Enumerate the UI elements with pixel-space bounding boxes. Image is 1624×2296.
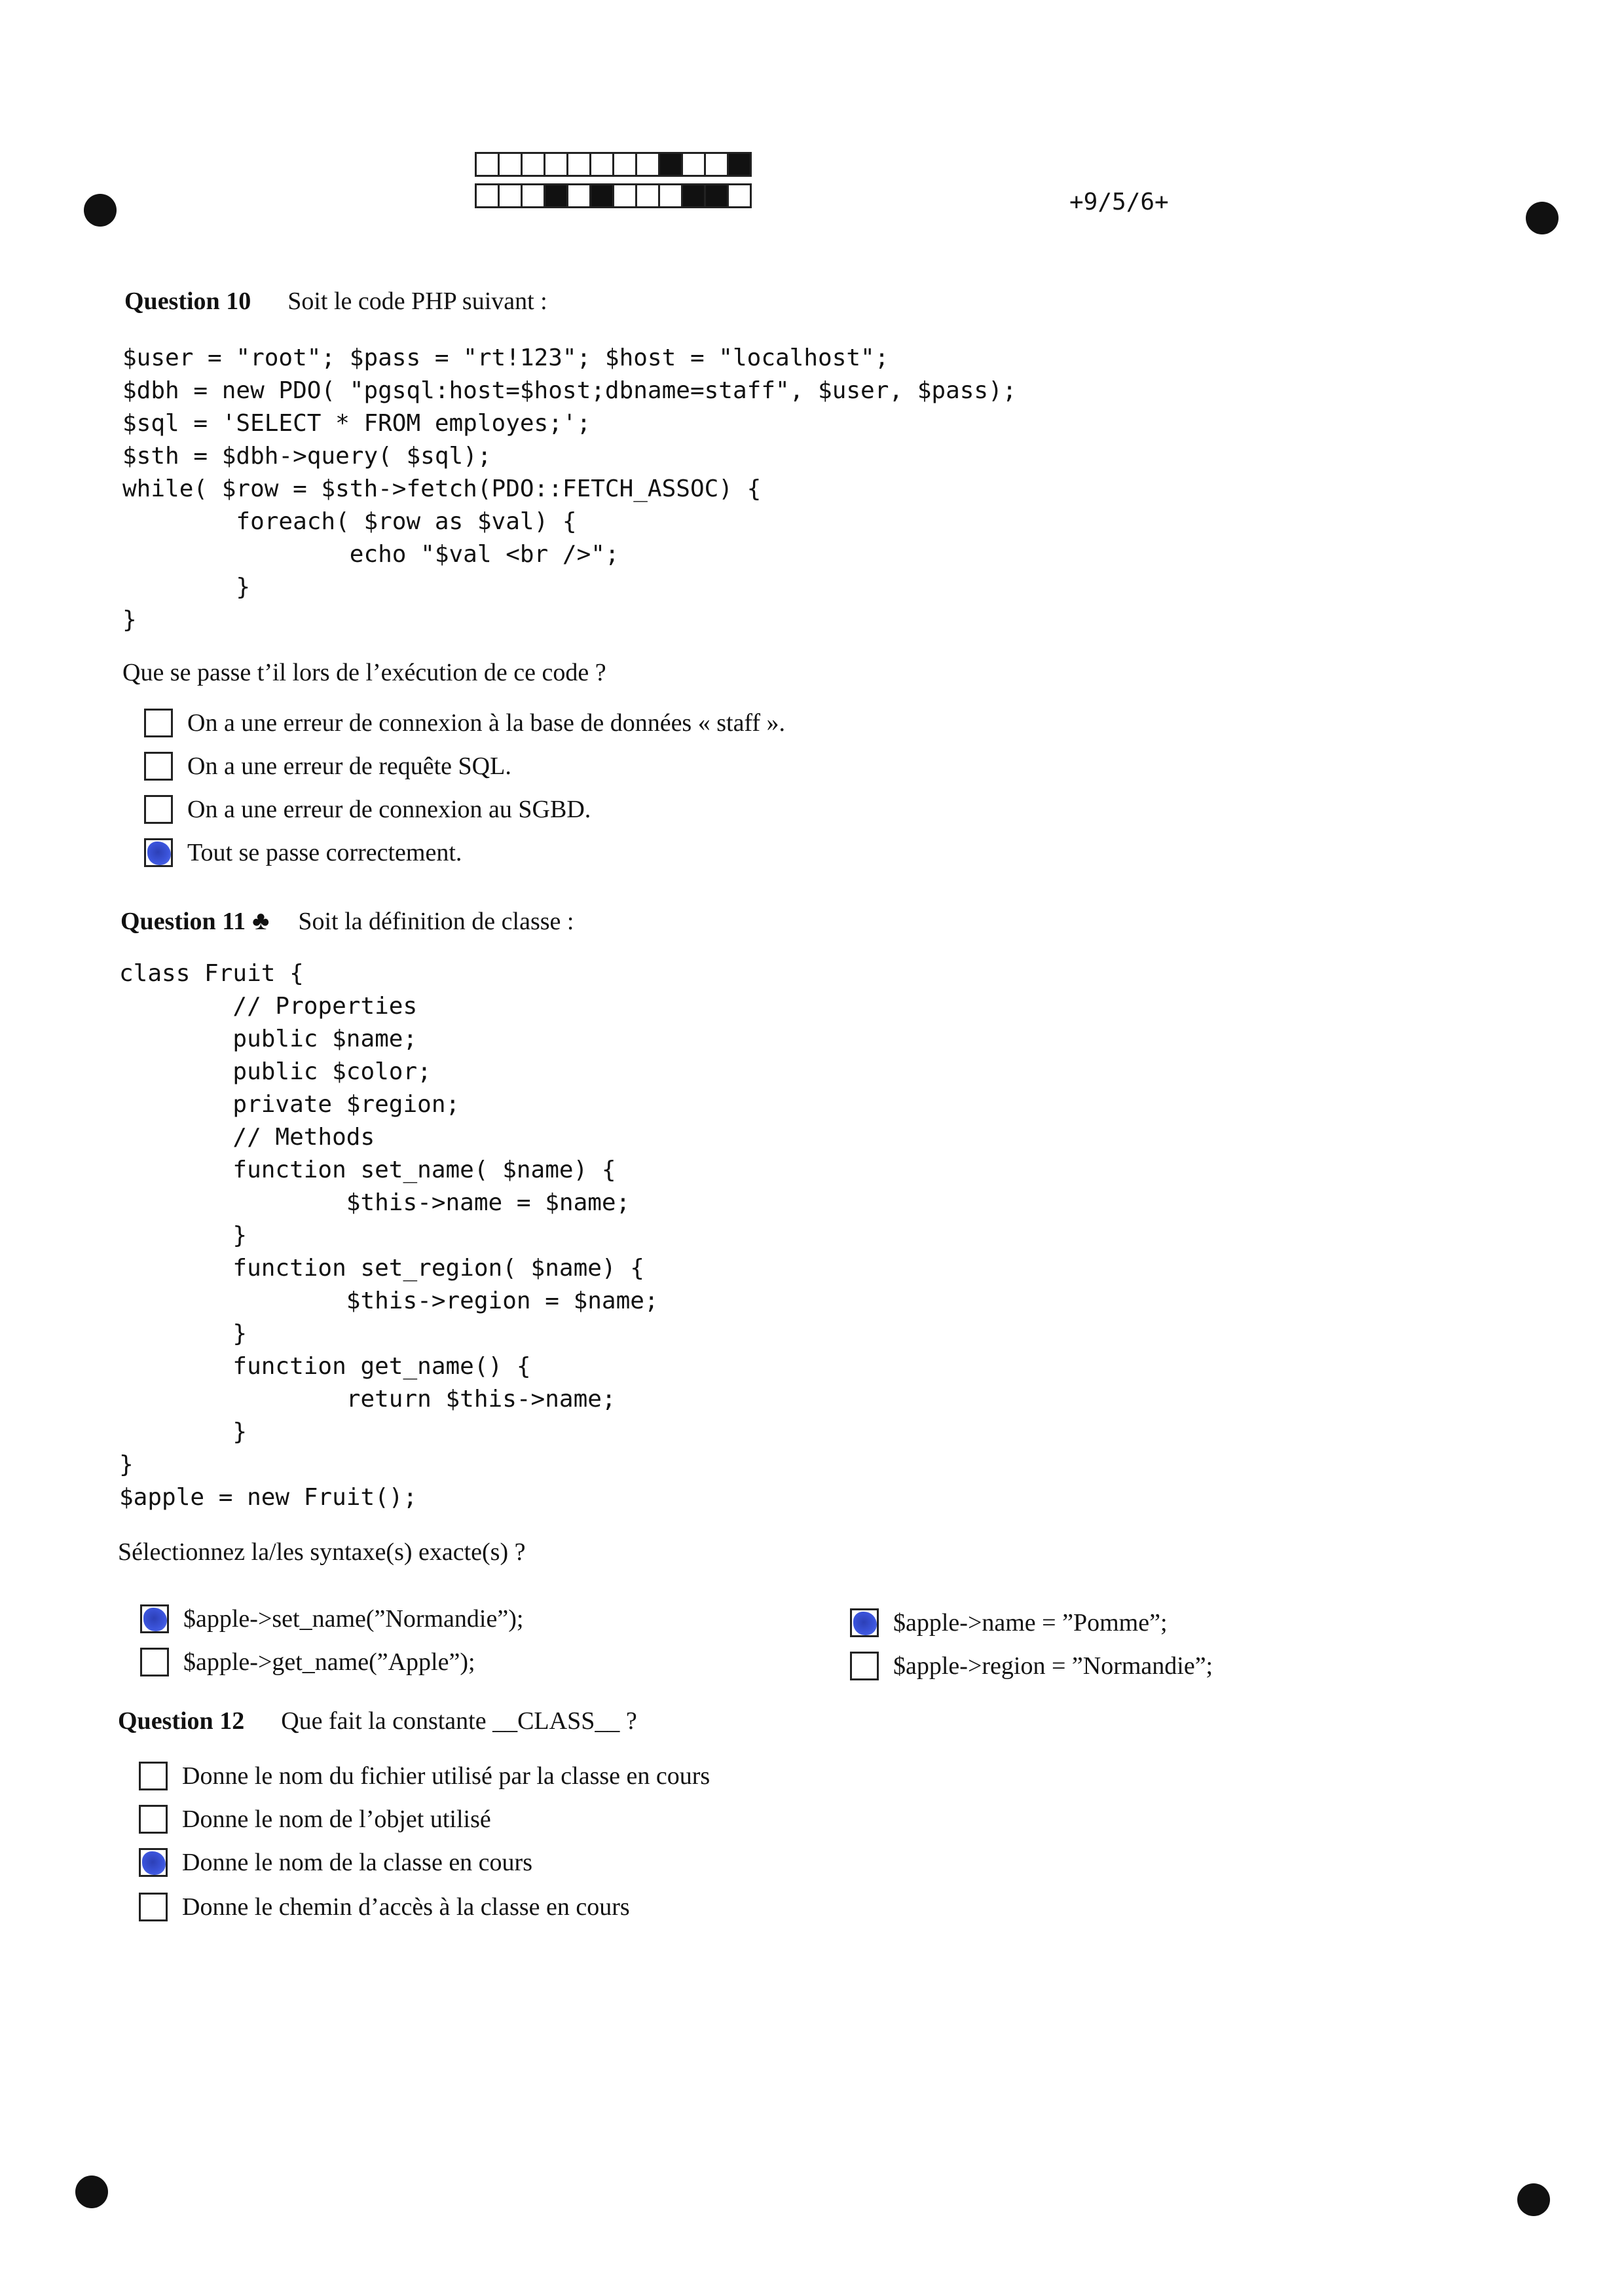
corner-mark-top-right: [1526, 202, 1559, 234]
corner-mark-top-left: [84, 194, 117, 227]
q11-option-1-label: $apple->set_name(”Normandie”);: [183, 1605, 524, 1633]
q12-option-1[interactable]: [139, 1762, 710, 1790]
id-grid-top: [475, 152, 750, 177]
q12-option-1-label: Donne le nom du fichier utilisé par la classe en cours: [182, 1762, 710, 1790]
id-grid-cell: [566, 152, 591, 177]
q11-checkbox-3[interactable]: [850, 1608, 879, 1637]
q10-option-4[interactable]: [144, 838, 462, 867]
corner-mark-bottom-left: [75, 2176, 108, 2208]
q12-checkbox-3[interactable]: [139, 1848, 168, 1877]
question-11-text: Soit la définition de classe :: [298, 908, 574, 935]
id-grid-cell: [498, 152, 523, 177]
question-10-text: Soit le code PHP suivant :: [287, 287, 547, 315]
q10-option-3[interactable]: [144, 795, 591, 824]
question-11-label: Question 11: [120, 908, 246, 935]
q12-option-2-label: Donne le nom de l’objet utilisé: [182, 1805, 491, 1833]
id-grid-cell: [727, 152, 752, 177]
id-grid-cell: [635, 152, 660, 177]
corner-mark-bottom-right: [1517, 2183, 1550, 2216]
club-icon: ♣: [252, 906, 270, 935]
question-12-header: [118, 1707, 637, 1735]
id-grid-bottom: [475, 183, 750, 208]
id-grid-cell: [635, 183, 660, 208]
id-grid-cell: [544, 183, 568, 208]
q10-option-4-label: Tout se passe correctement.: [187, 839, 462, 866]
question-10-label: Question 10: [124, 287, 251, 315]
question-11-prompt: Sélectionnez la/les syntaxe(s) exacte(s) ?: [118, 1538, 526, 1566]
question-11-code: class Fruit { // Properties public $name; public $color; private $region; // Methods function set_name( $name) { $this->name = $name; } function set_region( $name) { $this->region = $name; } function get_name() { return $this->name; } } $apple = new Fruit();: [119, 960, 659, 1511]
q11-option-4[interactable]: [850, 1652, 1213, 1680]
id-grid-cell: [658, 152, 683, 177]
q10-checkbox-3[interactable]: [144, 795, 173, 824]
q12-checkbox-1[interactable]: [139, 1762, 168, 1790]
id-grid-cell: [566, 183, 591, 208]
id-grid-cell: [658, 183, 683, 208]
id-grid-cell: [612, 183, 637, 208]
question-10-code: $user = "root"; $pass = "rt!123"; $host = "localhost"; $dbh = new PDO( "pgsql:host=$host;dbname=staff", $user, $pass); $sql = 'SELECT * FROM employes;'; $sth = $dbh->query( $sql); while( $row = $sth->fetch(PDO::FETCH_ASSOC) { foreach( $row as $val) { echo "$val <br />"; } }: [122, 344, 1017, 633]
question-11-header: [120, 905, 574, 936]
q10-option-2-label: On a une erreur de requête SQL.: [187, 752, 511, 780]
id-grid-cell: [589, 183, 614, 208]
q10-checkbox-2[interactable]: [144, 752, 173, 781]
question-10-prompt: Que se passe t’il lors de l’exécution de ce code ?: [122, 659, 606, 686]
q10-checkbox-1[interactable]: [144, 709, 173, 737]
id-grid-cell: [612, 152, 637, 177]
q12-option-3-label: Donne le nom de la classe en cours: [182, 1849, 532, 1876]
q10-option-3-label: On a une erreur de connexion au SGBD.: [187, 796, 591, 823]
id-grid-cell: [475, 183, 500, 208]
q12-checkbox-2[interactable]: [139, 1805, 168, 1834]
id-grid-cell: [521, 152, 545, 177]
question-12-label: Question 12: [118, 1707, 245, 1735]
q11-option-3-label: $apple->name = ”Pomme”;: [893, 1609, 1168, 1637]
id-grid-cell: [498, 183, 523, 208]
page-code: +9/5/6+: [1069, 189, 1169, 215]
q11-checkbox-2[interactable]: [140, 1648, 169, 1676]
q11-option-2-label: $apple->get_name(”Apple”);: [183, 1648, 475, 1676]
id-grid-cell: [681, 152, 706, 177]
question-12-text: Que fait la constante __CLASS__ ?: [281, 1707, 637, 1735]
id-grid-cell: [727, 183, 752, 208]
id-grid-cell: [589, 152, 614, 177]
q10-option-1[interactable]: [144, 709, 785, 737]
q11-option-2[interactable]: [140, 1648, 475, 1676]
q10-option-1-label: On a une erreur de connexion à la base de données « staff ».: [187, 709, 786, 737]
q10-option-2[interactable]: [144, 752, 511, 781]
q10-checkbox-4[interactable]: [144, 838, 173, 867]
q12-option-4[interactable]: [139, 1893, 630, 1921]
q12-option-4-label: Donne le chemin d’accès à la classe en cours: [182, 1893, 630, 1921]
question-10-header: [124, 287, 547, 316]
q11-option-4-label: $apple->region = ”Normandie”;: [893, 1652, 1213, 1680]
id-grid-cell: [475, 152, 500, 177]
q12-checkbox-4[interactable]: [139, 1893, 168, 1921]
id-grid-cell: [544, 152, 568, 177]
id-grid-cell: [704, 152, 729, 177]
id-grid-cell: [681, 183, 706, 208]
id-grid-cell: [704, 183, 729, 208]
q11-checkbox-1[interactable]: [140, 1604, 169, 1633]
q12-option-2[interactable]: [139, 1805, 491, 1834]
id-grid-cell: [521, 183, 545, 208]
q11-checkbox-4[interactable]: [850, 1652, 879, 1680]
q11-option-3[interactable]: [850, 1608, 1168, 1637]
q12-option-3[interactable]: [139, 1848, 532, 1877]
q11-option-1[interactable]: [140, 1604, 523, 1633]
